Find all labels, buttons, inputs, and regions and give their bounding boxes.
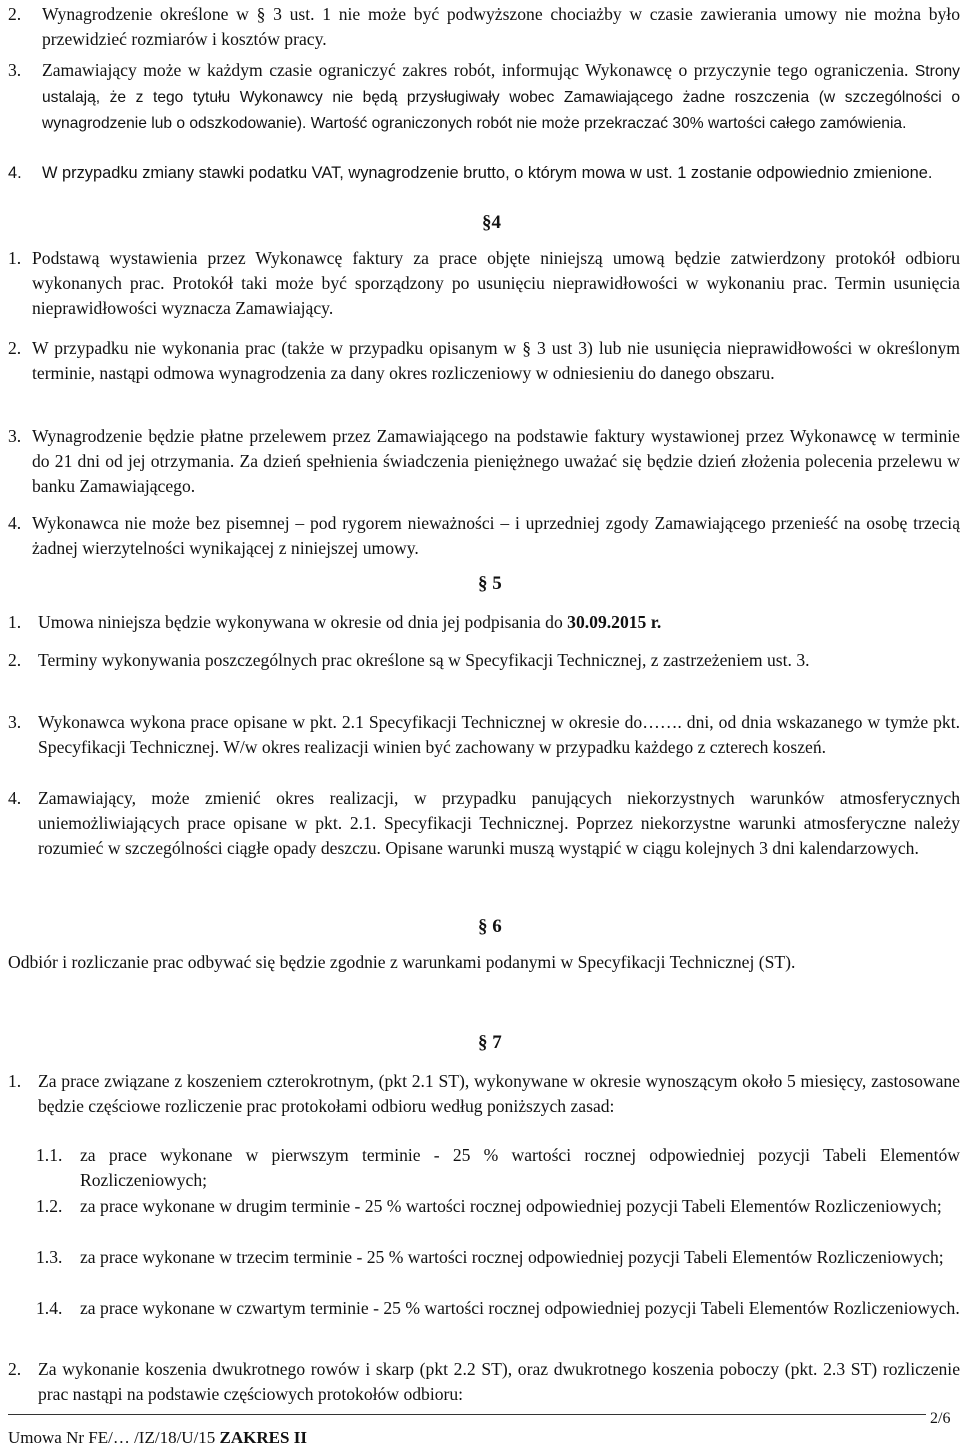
subitem-number: 1.1. [36,1145,63,1165]
item-text-part-a: Zamawiający może w każdym czasie ograniczyć zakres robót, informując Wykonawcę o przyczynie tego ograniczenia. [42,60,909,80]
item-text: Wykonawca wykona prace opisane w pkt. 2.1 Specyfikacji Technicznej w okresie do……. dni, od dnia wskazanego w tymże pkt. Specyfikacji Technicznej. W/w okres realizacji winien być zachowany w przypadku każdego z czterech koszeń. [38,712,960,757]
item-number: 4. [8,788,22,808]
paragraph-5-2 [8,648,960,673]
footer-contract-number [8,1425,307,1450]
item-number: 4. [8,164,22,182]
item-text: W przypadku nie wykonania prac (także w przypadku opisanym w § 3 ust 3) lub nie usunięcia nieprawidłowości w określonym terminie, nastąpi odmowa wynagrodzenia za dany okres rozliczeniowy w odniesieniu do danego obszaru. [32,338,960,383]
item-text: Wynagrodzenie będzie płatne przelewem przez Zamawiającego na podstawie faktury wystawionej przez Wykonawcę w terminie do 21 dni od jej otrzymania. Za dzień spełnienia świadczenia pieniężnego uważać się będzie dzień złożenia polecenia przelewu w banku Zamawiającego. [32,426,960,496]
subitem-number: 1.3. [36,1247,63,1267]
paragraph-3-3 [8,58,960,136]
subitem-1-1 [36,1143,960,1193]
item-number: 2. [8,338,22,358]
item-text [42,58,960,136]
paragraph-4-4 [8,511,960,561]
page-number: 2/6 [930,1410,951,1427]
item-text: Podstawą wystawienia przez Wykonawcę faktury za prace objęte niniejszą umową będzie zatwierdzony protokół odbioru wykonanych prac. Protokół taki może być sporządzony po usunięciu nieprawidłowości w wykonaniu prac. Termin usunięcia nieprawidłowości wyznacza Zamawiający. [32,248,960,318]
subitem-number: 1.2. [36,1196,63,1216]
item-text [38,610,960,635]
subitem-1-4 [36,1296,960,1321]
page-total: 6 [942,1410,951,1427]
item-number: 2. [8,650,22,670]
paragraph-5-1 [8,610,960,635]
item-number: 2. [8,4,22,24]
paragraph-7-1 [8,1069,960,1119]
item-number: 4. [8,513,22,533]
paragraph-3-4 [8,161,960,186]
paragraph-7-2 [8,1357,960,1407]
item-number: 2. [8,1359,22,1379]
item-number: 1. [8,248,22,268]
footer-text: Umowa Nr FE/… /IZ/18/U/15 [8,1428,216,1447]
paragraph-6: Odbiór i rozliczanie prac odbywać się będzie zgodnie z warunkami podanymi w Specyfikacji Technicznej (ST). [8,952,796,972]
paragraph-4-2 [8,336,960,386]
item-text-main: Umowa niniejsza będzie wykonywana w okresie od dnia jej podpisania do [38,612,563,632]
item-text: Wykonawca nie może bez pisemnej – pod rygorem nieważności – i uprzedniej zgody Zamawiającego przenieść na osobę trzecią żadnej wierzytelności wynikającej z niniejszej umowy. [32,513,960,558]
footer-divider [8,1414,926,1415]
page-current: 2 [930,1410,938,1427]
section-heading-4: §4 [482,212,501,233]
section-heading-6: § 6 [478,916,502,937]
item-number: 3. [8,712,22,732]
paragraph-4-3 [8,424,960,499]
item-number: 1. [8,1071,22,1091]
end-date: 30.09.2015 r. [567,612,662,632]
item-text: Zamawiający, może zmienić okres realizacji, w przypadku panujących niekorzystnych warunków atmosferycznych uniemożliwiających prace opisane w pkt. 2.1. Specyfikacji Technicznej. Poprzez niekorzystne warunki atmosferyczne należy rozumieć w szczególności ciągłe opady deszczu. Opisane warunki muszą wystąpić w ciągu kolejnych 3 dni kalendarzowych. [38,788,960,858]
item-text: Za wykonanie koszenia dwukrotnego rowów i skarp (pkt 2.2 ST), oraz dwukrotnego koszenia poboczy (pkt. 2.3 ST) rozliczenie prac nastąpi na podstawie częściowych protokołów odbioru: [38,1359,960,1404]
subitem-text: za prace wykonane w trzecim terminie - 25 % wartości rocznej odpowiedniej pozycji Tabeli Elementów Rozliczeniowych; [80,1247,944,1267]
item-text: Za prace związane z koszeniem czterokrotnym, (pkt 2.1 ST), wykonywane w okresie wynoszącym około 5 miesięcy, zastosowane będzie częściowe rozliczenie prac protokołami odbioru według poniższych zasad: [38,1071,960,1116]
item-text: Terminy wykonywania poszczególnych prac określone są w Specyfikacji Technicznej, z zastrzeżeniem ust. 3. [38,650,810,670]
item-text: W przypadku zmiany stawki podatku VAT, wynagrodzenie brutto, o którym mowa w ust. 1 zostanie odpowiednio zmienione. [42,164,933,182]
subitem-text: za prace wykonane w czwartym terminie - 25 % wartości rocznej odpowiedniej pozycji Tabeli Elementów Rozliczeniowych. [80,1298,960,1318]
item-number: 1. [8,612,22,632]
paragraph-5-4 [8,786,960,861]
subitem-1-3 [36,1245,960,1270]
item-number: 3. [8,60,22,80]
item-number: 3. [8,426,22,446]
item-text: Wynagrodzenie określone w § 3 ust. 1 nie może być podwyższone chociażby w czasie zawierania umowy nie można było przewidzieć rozmiarów i kosztów pracy. [42,4,960,49]
subitem-1-2 [36,1194,960,1219]
subitem-text: za prace wykonane w pierwszym terminie - 25 % wartości rocznej odpowiedniej pozycji Tabeli Elementów Rozliczeniowych; [80,1145,960,1190]
footer-bold: ZAKRES II [219,1428,307,1447]
paragraph-5-3 [8,710,960,760]
section-heading-7: § 7 [478,1032,502,1053]
document-page [8,0,960,1453]
subitem-number: 1.4. [36,1298,63,1318]
item-text-part-b: Strony ustalają, że z tego tytułu Wykonawcy nie będą przysługiwały wobec Zamawiającego żadne roszczenia (w szczególności o wynagrodzenie lub o odszkodowanie). Wartość ograniczonych robót nie może przekraczać 30% wartości całego zamówienia. [42,63,960,132]
paragraph-3-2 [8,2,960,52]
section-heading-5: § 5 [478,573,502,594]
subitem-text: za prace wykonane w drugim terminie - 25 % wartości rocznej odpowiedniej pozycji Tabeli Elementów Rozliczeniowych; [80,1196,942,1216]
paragraph-4-1 [8,246,960,321]
